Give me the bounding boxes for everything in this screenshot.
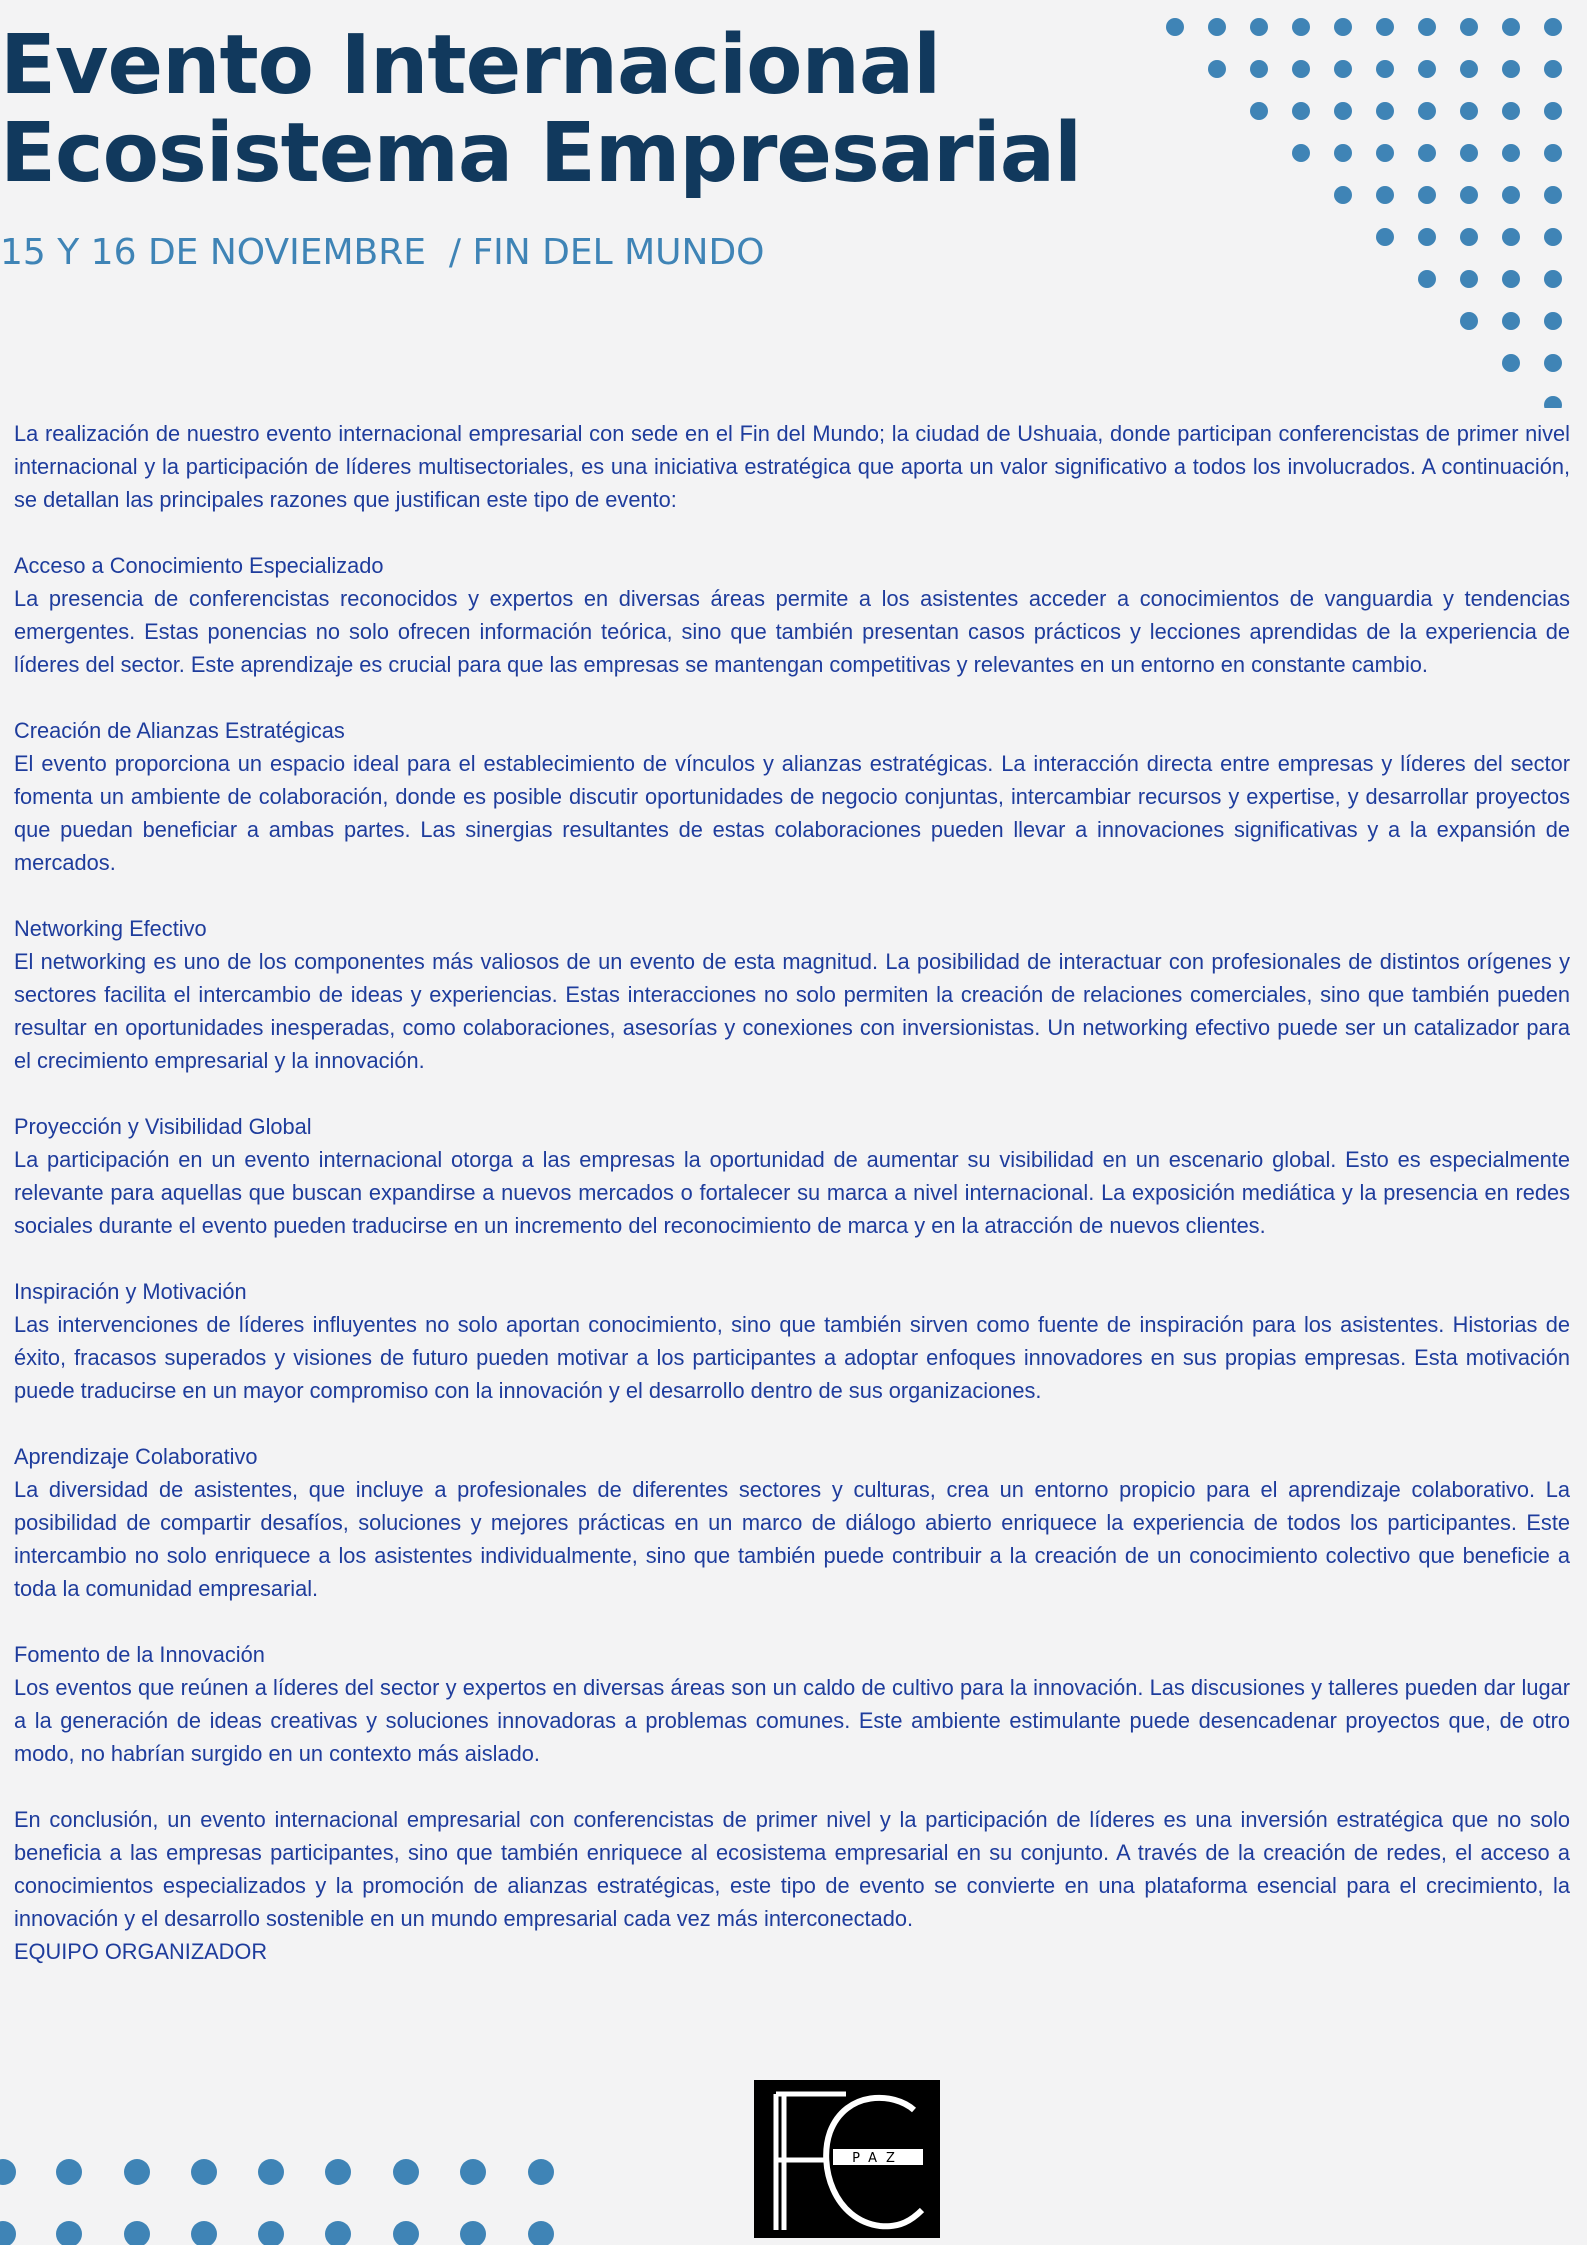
letter-body bbox=[14, 417, 1570, 1968]
section-heading: Fomento de la Innovación bbox=[14, 1642, 265, 1667]
section-heading: Networking Efectivo bbox=[14, 916, 207, 941]
decorative-dot bbox=[1208, 60, 1226, 78]
logo-tag-text: PAZ bbox=[852, 2151, 904, 2166]
decorative-dot bbox=[1334, 186, 1352, 204]
decorative-dot bbox=[1418, 144, 1436, 162]
decorative-dot bbox=[1502, 18, 1520, 36]
decorative-dot bbox=[1502, 144, 1520, 162]
section-aprendizaje-colaborativo bbox=[14, 1440, 1570, 1605]
decorative-dot bbox=[258, 2159, 284, 2185]
decorative-dot bbox=[1460, 144, 1478, 162]
section-acceso-conocimiento bbox=[14, 549, 1570, 681]
decorative-dot bbox=[191, 2221, 217, 2245]
section-paragraph: La diversidad de asistentes, que incluye a profesionales de diferentes sectores y culturas, crea un entorno propicio para el aprendizaje colaborativo. La posibilidad de compartir desafíos, soluciones y mejores prácticas en un marco de diálogo abierto enriquece la experiencia de todos los participantes. Este intercambio no solo enriquece a los asistentes individualmente, sino que también puede contribuir a la creación de un conocimiento colectivo que beneficie a toda la comunidad empresarial. bbox=[14, 1477, 1570, 1601]
decorative-dot bbox=[0, 2159, 16, 2185]
decorative-dot bbox=[1292, 18, 1310, 36]
decorative-dot bbox=[325, 2221, 351, 2245]
decorative-dot bbox=[1502, 60, 1520, 78]
decorative-dot bbox=[1544, 186, 1562, 204]
decorative-dot bbox=[56, 2159, 82, 2185]
decorative-dot bbox=[1250, 60, 1268, 78]
conclusion-block bbox=[14, 1803, 1570, 1968]
decorative-dot bbox=[1544, 270, 1562, 288]
decorative-dot bbox=[258, 2221, 284, 2245]
section-alianzas-estrategicas bbox=[14, 714, 1570, 879]
decorative-dot bbox=[1292, 60, 1310, 78]
decorative-dot bbox=[1544, 228, 1562, 246]
decorative-dot bbox=[1502, 354, 1520, 372]
conclusion-paragraph: En conclusión, un evento internacional empresarial con conferencistas de primer nivel y la participación de líderes es una inversión estratégica que no solo beneficia a las empresas participantes, sino que también enriquece al ecosistema empresarial en su conjunto. A través de la creación de redes, el acceso a conocimientos especializados y la promoción de alianzas estratégicas, este tipo de evento se convierte en una plataforma esencial para el crecimiento, la innovación y el desarrollo sostenible en un mundo empresarial cada vez más interconectado. bbox=[14, 1807, 1570, 1931]
section-networking bbox=[14, 912, 1570, 1077]
decorative-dot bbox=[1418, 270, 1436, 288]
title-line-2: Ecosistema Empresarial bbox=[0, 106, 1082, 201]
decorative-dot bbox=[1208, 18, 1226, 36]
decorative-dot bbox=[1502, 102, 1520, 120]
decorative-dot bbox=[1292, 102, 1310, 120]
decorative-dot bbox=[1544, 312, 1562, 330]
decorative-dot bbox=[1544, 144, 1562, 162]
decorative-dot bbox=[1376, 102, 1394, 120]
section-paragraph: El networking es uno de los componentes más valiosos de un evento de esta magnitud. La posibilidad de interactuar con profesionales de distintos orígenes y sectores facilita el intercambio de ideas y experiencias. Estas interacciones no solo permiten la creación de relaciones comerciales, sino que también pueden resultar en oportunidades inesperadas, como colaboraciones, asesorías y conexiones con inversionistas. Un networking efectivo puede ser un catalizador para el crecimiento empresarial y la innovación. bbox=[14, 949, 1570, 1073]
decorative-dot bbox=[1544, 396, 1562, 408]
event-date-location: 15 Y 16 DE NOVIEMBRE / FIN DEL MUNDO bbox=[0, 232, 765, 273]
title-line-1: Evento Internacional bbox=[0, 18, 941, 113]
decorative-dot bbox=[1460, 270, 1478, 288]
decorative-dot bbox=[1502, 186, 1520, 204]
decorative-dot bbox=[393, 2159, 419, 2185]
decorative-dot bbox=[1502, 228, 1520, 246]
decorative-dot bbox=[1460, 60, 1478, 78]
decorative-dot bbox=[325, 2159, 351, 2185]
decorative-dot bbox=[1334, 60, 1352, 78]
section-fomento-innovacion bbox=[14, 1638, 1570, 1770]
decorative-dot bbox=[0, 2221, 16, 2245]
decorative-dot bbox=[124, 2221, 150, 2245]
section-paragraph: La presencia de conferencistas reconocidos y expertos en diversas áreas permite a los asistentes acceder a conocimientos de vanguardia y tendencias emergentes. Estas ponencias no solo ofrecen información teórica, sino que también presentan casos prácticos y lecciones aprendidas de la experiencia de líderes del sector. Este aprendizaje es crucial para que las empresas se mantengan competitivas y relevantes en un entorno en constante cambio. bbox=[14, 586, 1570, 677]
signoff: EQUIPO ORGANIZADOR bbox=[14, 1939, 268, 1964]
decorative-dot-pattern-top bbox=[1160, 8, 1580, 408]
decorative-dot bbox=[1502, 270, 1520, 288]
decorative-dot bbox=[1460, 186, 1478, 204]
decorative-dot bbox=[1376, 186, 1394, 204]
section-paragraph: El evento proporciona un espacio ideal para el establecimiento de vínculos y alianzas estratégicas. La interacción directa entre empresas y líderes del sector fomenta un ambiente de colaboración, donde es posible discutir oportunidades de negocio conjuntas, intercambiar recursos y expertise, y desarrollar proyectos que puedan beneficiar a ambas partes. Las sinergias resultantes de estas colaboraciones pueden llevar a innovaciones significativas y a la expansión de mercados. bbox=[14, 751, 1570, 875]
section-proyeccion-visibilidad bbox=[14, 1110, 1570, 1242]
decorative-dot bbox=[1250, 18, 1268, 36]
decorative-dot bbox=[1544, 60, 1562, 78]
decorative-dot bbox=[1166, 18, 1184, 36]
decorative-dot bbox=[124, 2159, 150, 2185]
decorative-dot bbox=[1418, 102, 1436, 120]
decorative-dot bbox=[1250, 102, 1268, 120]
intro-paragraph: La realización de nuestro evento internacional empresarial con sede en el Fin del Mundo; la ciudad de Ushuaia, donde participan conferencistas de primer nivel internacional y la participación de líderes multisectoriales, es una iniciativa estratégica que aporta un valor significativo a todos los involucrados. A continuación, se detallan las principales razones que justifican este tipo de evento: bbox=[14, 421, 1570, 512]
decorative-dot bbox=[1334, 102, 1352, 120]
decorative-dot bbox=[56, 2221, 82, 2245]
decorative-dot bbox=[1460, 102, 1478, 120]
decorative-dot bbox=[1460, 18, 1478, 36]
decorative-dot bbox=[1334, 18, 1352, 36]
decorative-dot bbox=[1502, 312, 1520, 330]
section-heading: Acceso a Conocimiento Especializado bbox=[14, 553, 384, 578]
organizer-logo bbox=[754, 2080, 940, 2238]
section-heading: Creación de Alianzas Estratégicas bbox=[14, 718, 345, 743]
decorative-dot bbox=[191, 2159, 217, 2185]
section-inspiracion-motivacion bbox=[14, 1275, 1570, 1407]
decorative-dot-pattern-bottom bbox=[0, 2148, 580, 2245]
decorative-dot bbox=[1334, 144, 1352, 162]
decorative-dot bbox=[1460, 228, 1478, 246]
decorative-dot bbox=[460, 2159, 486, 2185]
decorative-dot bbox=[1418, 60, 1436, 78]
section-heading: Aprendizaje Colaborativo bbox=[14, 1444, 258, 1469]
decorative-dot bbox=[528, 2221, 554, 2245]
decorative-dot bbox=[1376, 60, 1394, 78]
decorative-dot bbox=[1376, 144, 1394, 162]
section-paragraph: Los eventos que reúnen a líderes del sector y expertos en diversas áreas son un caldo de cultivo para la innovación. Las discusiones y talleres pueden dar lugar a la generación de ideas creativas y soluciones innovadoras a problemas comunes. Este ambiente estimulante puede desencadenar proyectos que, de otro modo, no habrían surgido en un contexto más aislado. bbox=[14, 1675, 1570, 1766]
decorative-dot bbox=[460, 2221, 486, 2245]
logo-mark-icon bbox=[754, 2080, 940, 2238]
decorative-dot bbox=[1292, 144, 1310, 162]
decorative-dot bbox=[1460, 312, 1478, 330]
decorative-dot bbox=[1418, 18, 1436, 36]
section-heading: Proyección y Visibilidad Global bbox=[14, 1114, 312, 1139]
section-paragraph: Las intervenciones de líderes influyentes no solo aportan conocimiento, sino que también sirven como fuente de inspiración para los asistentes. Historias de éxito, fracasos superados y visiones de futuro pueden motivar a los participantes a adoptar enfoques innovadores en sus propias empresas. Esta motivación puede traducirse en un mayor compromiso con la innovación y el desarrollo dentro de sus organizaciones. bbox=[14, 1312, 1570, 1403]
decorative-dot bbox=[1544, 18, 1562, 36]
page-title bbox=[0, 18, 1082, 201]
decorative-dot bbox=[1376, 18, 1394, 36]
decorative-dot bbox=[1418, 228, 1436, 246]
section-heading: Inspiración y Motivación bbox=[14, 1279, 247, 1304]
decorative-dot bbox=[1544, 102, 1562, 120]
decorative-dot bbox=[1544, 354, 1562, 372]
decorative-dot bbox=[528, 2159, 554, 2185]
decorative-dot bbox=[393, 2221, 419, 2245]
decorative-dot bbox=[1376, 228, 1394, 246]
decorative-dot bbox=[1418, 186, 1436, 204]
section-paragraph: La participación en un evento internacional otorga a las empresas la oportunidad de aumentar su visibilidad en un escenario global. Esto es especialmente relevante para aquellas que buscan expandirse a nuevos mercados o fortalecer su marca a nivel internacional. La exposición mediática y la presencia en redes sociales durante el evento pueden traducirse en un incremento del reconocimiento de marca y en la atracción de nuevos clientes. bbox=[14, 1147, 1570, 1238]
